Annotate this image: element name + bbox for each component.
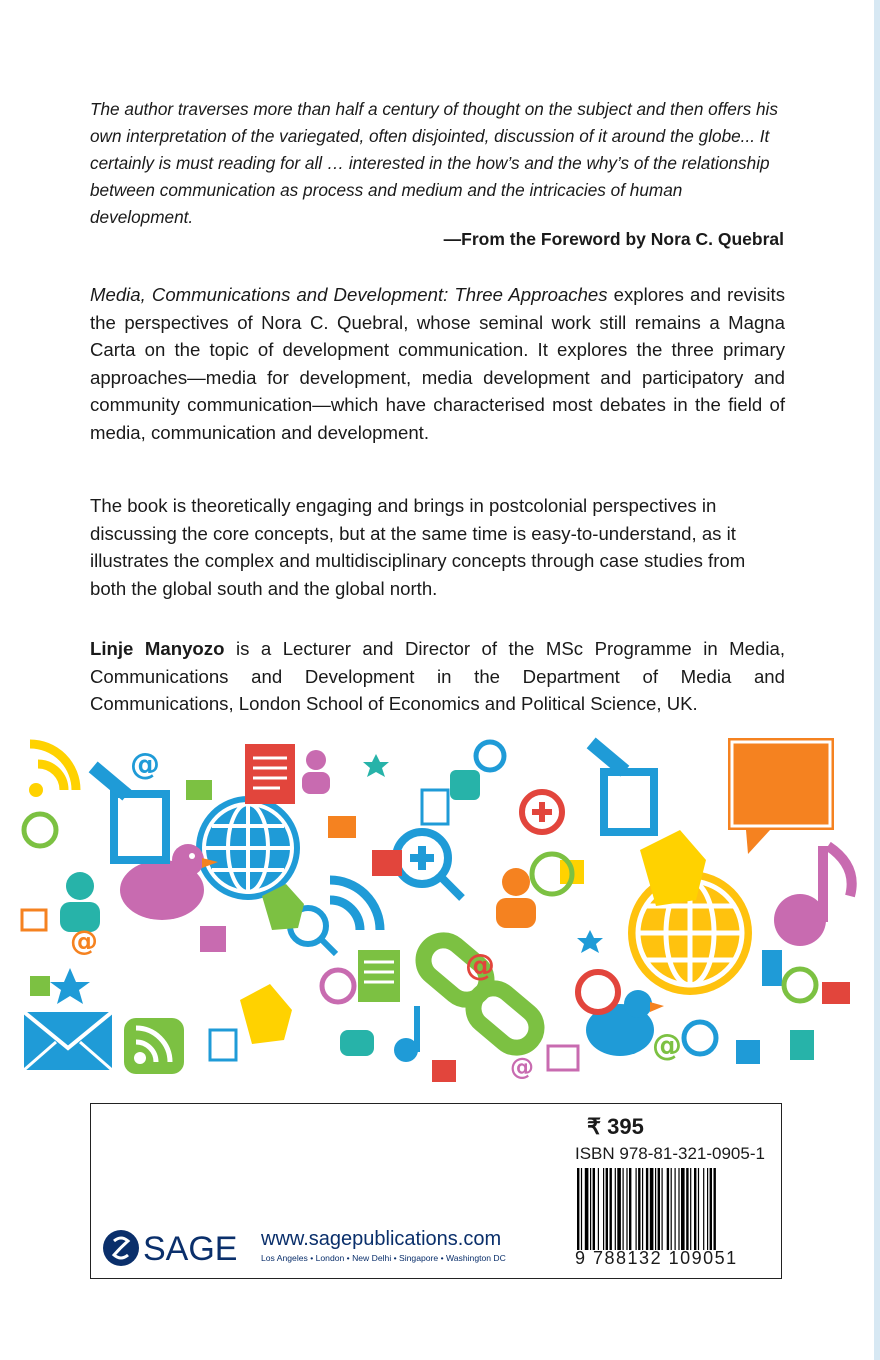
barcode-bar	[638, 1168, 640, 1250]
barcode-bar	[581, 1168, 582, 1250]
publisher-cities: Los Angeles • London • New Delhi • Singapore • Washington DC	[261, 1253, 506, 1263]
price-label: ₹ 395	[587, 1114, 644, 1139]
barcode-bar	[694, 1168, 696, 1250]
barcode-bar	[667, 1168, 669, 1250]
barcode-bar	[603, 1168, 604, 1250]
author-bio	[90, 635, 785, 718]
barcode-bar	[675, 1168, 676, 1250]
second-paragraph: The book is theoretically engaging and brings in postcolonial perspectives in discussing the core concepts, but at the same time is easy-to-understand, as it illustrates the complex and multidisciplinary concepts through case studies from both the global south and the global north.	[90, 495, 746, 599]
barcode-bar	[636, 1168, 637, 1250]
globe-icon	[196, 796, 300, 900]
barcode-bar	[690, 1168, 691, 1250]
quote-attribution: —From the Foreword by Nora C. Quebral	[443, 229, 784, 249]
barcode-bar	[662, 1168, 663, 1250]
barcode-bar	[577, 1168, 579, 1250]
back-cover-info-box	[90, 1103, 782, 1279]
sage-logo-text: SAGE	[143, 1230, 238, 1268]
author-name: Linje Manyozo	[90, 638, 225, 659]
barcode-bar	[610, 1168, 612, 1250]
page-edge	[874, 0, 880, 1360]
svg-text:@: @	[130, 747, 160, 782]
barcode-bar	[585, 1168, 589, 1250]
barcode-bar	[606, 1168, 608, 1250]
barcode-bar	[710, 1168, 712, 1250]
svg-text:@: @	[652, 1028, 682, 1063]
barcode-bar	[598, 1168, 599, 1250]
isbn-label: ISBN 978-81-321-0905-1	[575, 1144, 765, 1163]
speech-bubble-icon	[728, 738, 834, 854]
barcode-bar	[698, 1168, 699, 1250]
barcode-bar	[671, 1168, 672, 1250]
rss-icon	[124, 1018, 184, 1074]
barcode-bar	[615, 1168, 616, 1250]
barcode-bar	[626, 1168, 627, 1250]
barcode-digits: 9 788132 109051	[575, 1248, 738, 1268]
barcode-bar	[642, 1168, 643, 1250]
barcode-bar	[681, 1168, 685, 1250]
sage-logo	[103, 1226, 253, 1270]
barcode-bar	[629, 1168, 631, 1250]
author-bio-text: is a Lecturer and Director of the MSc Programme in Media, Communications and Development in the Department of Media and Communications, London School of Economics and Political Science, UK.	[90, 638, 785, 714]
barcode-bar	[650, 1168, 654, 1250]
social-media-icon-collage	[0, 730, 880, 1090]
foreword-quote: The author traverses more than half a century of thought on the subject and then offers his own interpretation of the variegated, often disjointed, discussion of it around the globe... It certainly is must reading for all … interested in the how’s and the why’s of the relationship between communication as process and medium and the intricacies of human development.	[90, 99, 778, 227]
barcode-bar	[658, 1168, 660, 1250]
svg-text:@: @	[465, 948, 495, 983]
description-body: explores and revisits the perspectives of Nora C. Quebral, whose seminal work still remains a Magna Carta on the topic of development communication. It explores the three primary approaches—media for development, media development and participatory and community communication—which have characterised most debates in the field of media, communication and development.	[90, 284, 785, 443]
barcode-bar	[655, 1168, 656, 1250]
barcode-bar	[646, 1168, 648, 1250]
barcode-bar	[590, 1168, 591, 1250]
barcode-bar	[686, 1168, 688, 1250]
book-title: Media, Communications and Development: Three Approaches	[90, 284, 608, 305]
document-pencil-icon	[89, 737, 658, 864]
envelope-icon	[24, 1012, 112, 1070]
barcode-bar	[703, 1168, 704, 1250]
barcode-bar	[714, 1168, 716, 1250]
description-paragraph	[90, 281, 785, 446]
barcode-bar	[678, 1168, 679, 1250]
publisher-url[interactable]: www.sagepublications.com	[261, 1228, 502, 1250]
svg-text:@: @	[70, 924, 98, 957]
barcode-bar	[617, 1168, 621, 1250]
barcode-bar	[593, 1168, 595, 1250]
barcode-bar	[707, 1168, 708, 1250]
barcode-bar	[623, 1168, 624, 1250]
barcode-image	[575, 1168, 765, 1250]
svg-text:@: @	[510, 1053, 534, 1081]
